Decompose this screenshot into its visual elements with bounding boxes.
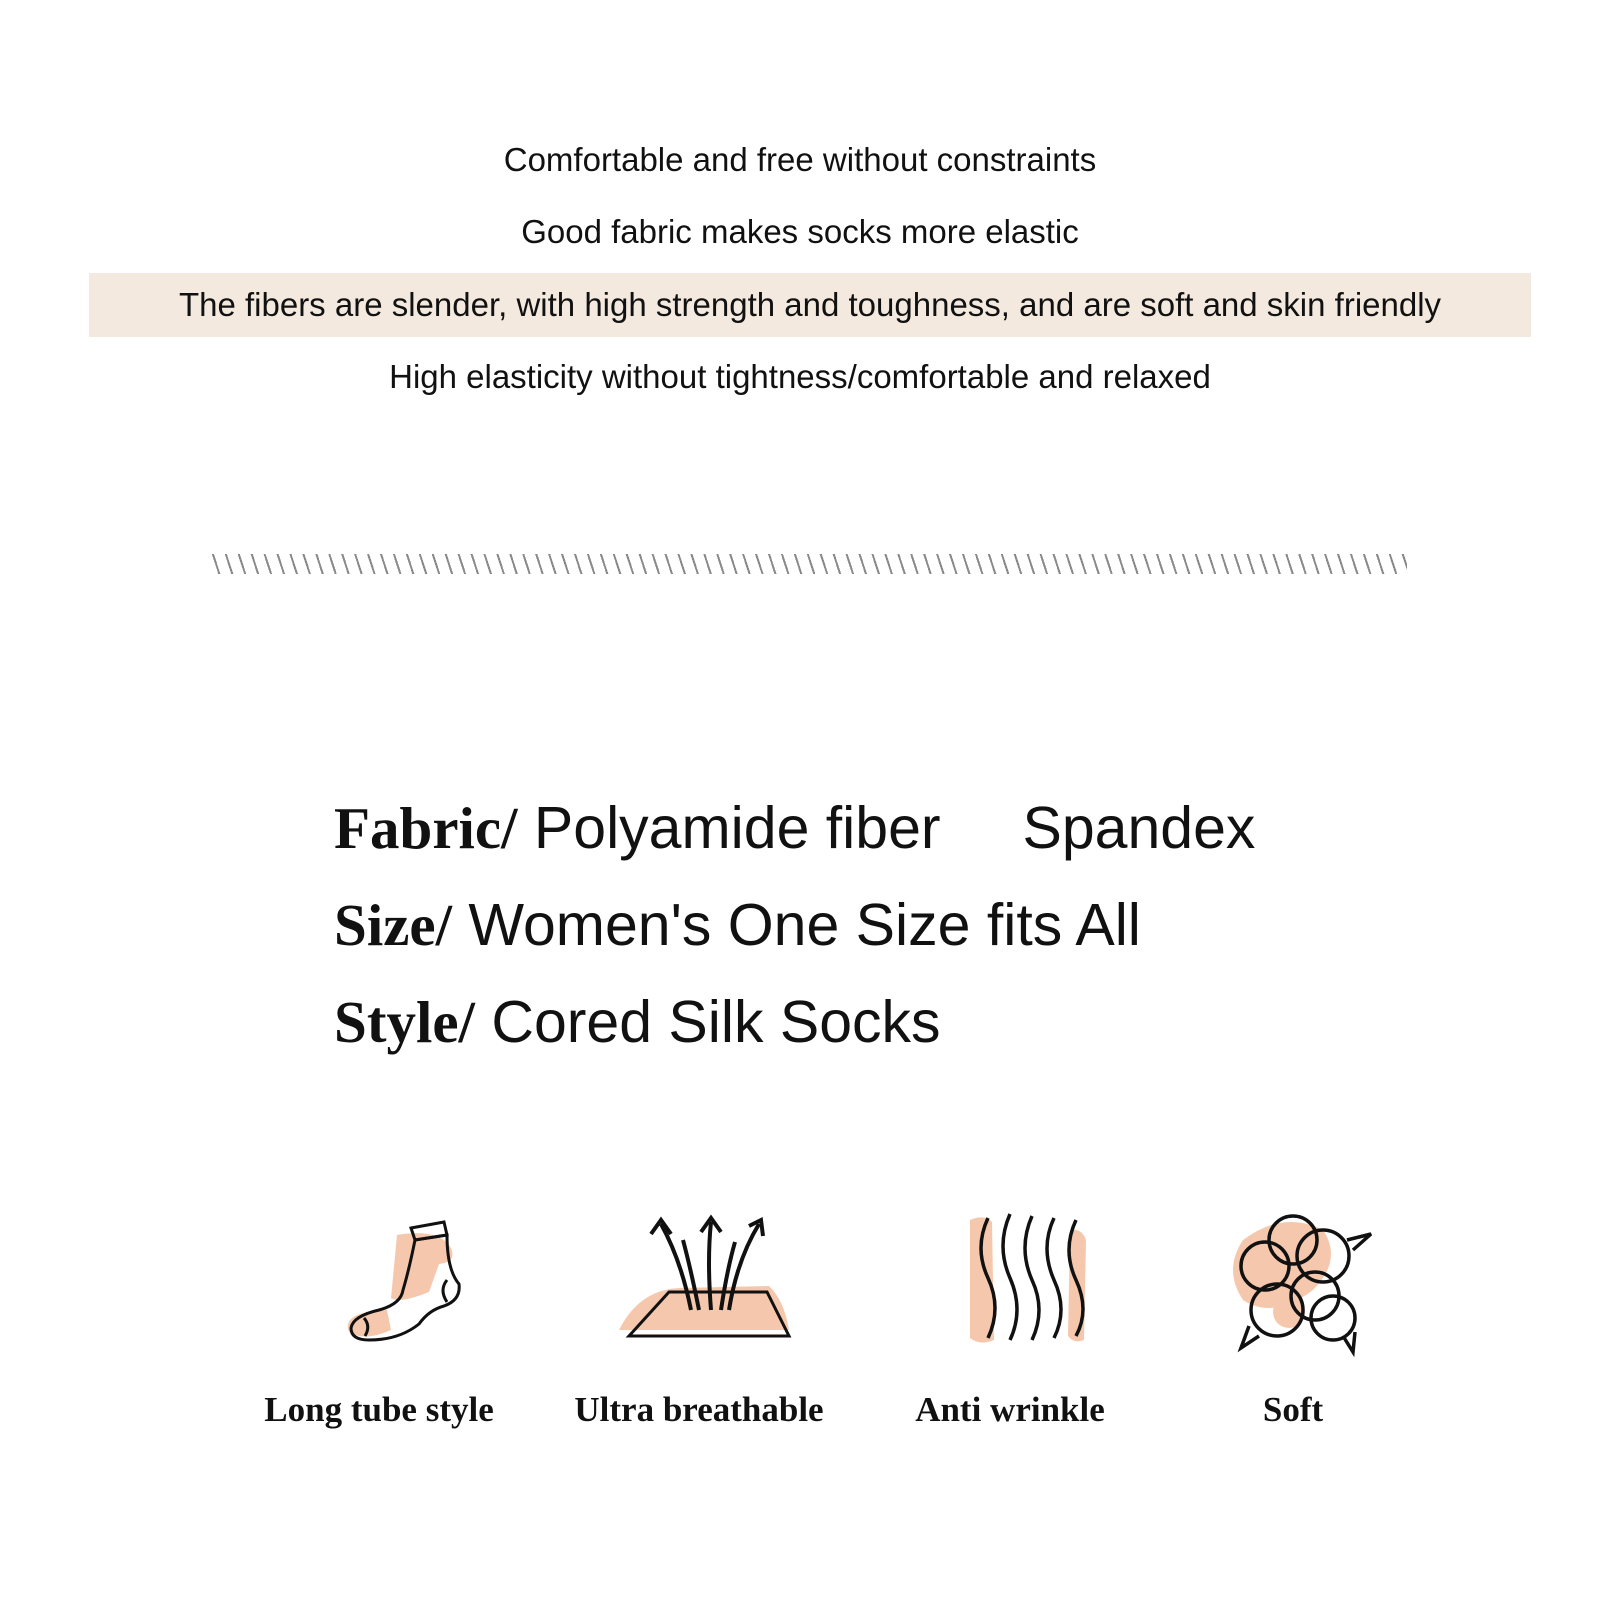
spec-style bbox=[334, 982, 941, 1062]
spec-fabric bbox=[334, 788, 1255, 868]
feature-label: Anti wrinkle bbox=[915, 1390, 1105, 1429]
spec-size bbox=[334, 885, 1141, 965]
spec-style-label: Style/ bbox=[334, 989, 475, 1055]
spec-style-value: Cored Silk Socks bbox=[474, 989, 941, 1055]
feature-long-tube-style bbox=[229, 1200, 529, 1440]
breathable-arrows-icon bbox=[599, 1200, 799, 1370]
hatched-divider bbox=[212, 554, 1407, 574]
feature-soft bbox=[1143, 1200, 1443, 1440]
tagline-4: High elasticity without tightness/comfortable and relaxed bbox=[389, 358, 1211, 395]
feature-anti-wrinkle bbox=[860, 1200, 1160, 1440]
spec-size-label: Size/ bbox=[334, 892, 452, 958]
feature-label: Long tube style bbox=[264, 1390, 494, 1429]
feature-ultra-breathable bbox=[549, 1200, 849, 1440]
cotton-boll-icon bbox=[1193, 1200, 1393, 1370]
feature-label: Ultra breathable bbox=[574, 1390, 824, 1429]
spec-size-value: Women's One Size fits All bbox=[451, 892, 1141, 958]
tagline-2: Good fabric makes socks more elastic bbox=[521, 213, 1079, 250]
wavy-lines-icon bbox=[910, 1200, 1110, 1370]
tagline-1: Comfortable and free without constraints bbox=[503, 141, 1097, 178]
tagline-3-highlighted: The fibers are slender, with high strength and toughness, and are soft and skin friendly bbox=[89, 273, 1531, 337]
spec-fabric-label: Fabric/ bbox=[334, 795, 518, 861]
sock-icon bbox=[279, 1200, 479, 1370]
feature-label: Soft bbox=[1262, 1390, 1324, 1429]
spec-fabric-value: Polyamide fiber Spandex bbox=[517, 795, 1256, 861]
